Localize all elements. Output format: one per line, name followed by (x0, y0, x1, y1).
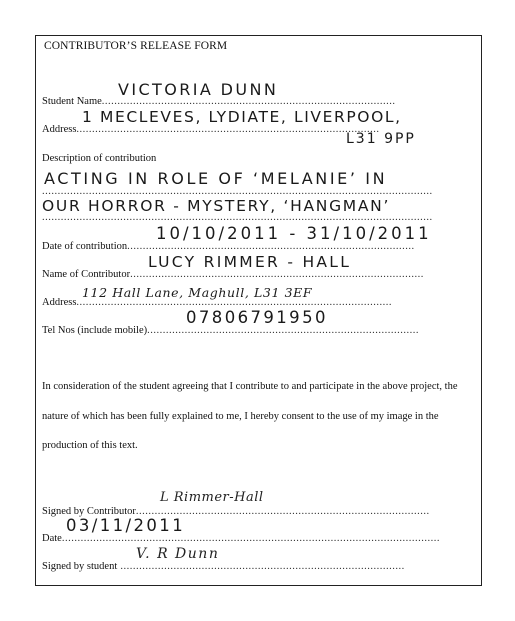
address-label: Address (42, 124, 77, 135)
signed-by-student-row (42, 561, 405, 572)
contributor-signature: L Rimmer-Hall (160, 490, 264, 505)
description-label: Description of contribution (42, 153, 157, 164)
release-form (35, 35, 482, 586)
dot-leader: ............................................................................................................................. (42, 212, 433, 223)
name-of-contributor-label: Name of Contributor (42, 269, 131, 280)
contributor-address-value: 112 Hall Lane, Maghull, L31 3EF (82, 285, 313, 300)
description-value-line1: ACTING IN ROLE OF ‘MELANIE’ IN (44, 169, 388, 188)
address-value-line2: L31 9PP (346, 131, 416, 147)
consent-paragraph: In consideration of the student agreeing that I contribute to and participate in the above project, the nature of which has been fully explained to me, I hereby consent to the use of my image in the production of this text. (42, 381, 458, 451)
dot-leader: .............................................................................................. (135, 506, 430, 517)
date-of-contribution-value: 10/10/2011 - 31/10/2011 (156, 224, 432, 243)
contributor-address-label: Address (42, 297, 77, 308)
date-of-contribution-label: Date of contribution (42, 241, 128, 252)
dot-leader: ............................................................................................ (127, 241, 415, 252)
address-value-line1: 1 MECLEVES, LYDIATE, LIVERPOOL, (82, 108, 402, 126)
dot-leader: ........................................................................................... (117, 561, 405, 572)
date-label: Date (42, 533, 62, 544)
dot-leader: ....................................................................................... (147, 325, 419, 336)
form-title: CONTRIBUTOR’S RELEASE FORM (44, 40, 228, 52)
tel-nos-value: 07806791950 (186, 308, 328, 327)
dot-leader: ................................................................................................. (76, 124, 380, 135)
dot-leader: ............................................................................................................................. (42, 186, 433, 197)
signed-by-student-label: Signed by student (42, 561, 118, 572)
dot-leader: ......................................................................................................................... (61, 533, 440, 544)
name-of-contributor-value: LUCY RIMMER - HALL (148, 253, 352, 271)
date-value: 03/11/2011 (66, 516, 186, 535)
student-signature: V. R Dunn (136, 546, 220, 562)
tel-nos-label: Tel Nos (include mobile) (42, 325, 148, 336)
dot-leader: .............................................................................................. (101, 96, 396, 107)
dot-leader: .............................................................................................. (130, 269, 424, 280)
description-value-line2: OUR HORROR - MYSTERY, ‘HANGMAN’ (42, 197, 391, 215)
description-label-row (42, 153, 156, 164)
signed-by-contributor-label: Signed by Contributor (42, 506, 136, 517)
student-name-value: VICTORIA DUNN (118, 80, 279, 99)
student-name-label: Student Name (42, 96, 102, 107)
dot-leader: ..................................................................................................... (76, 297, 393, 308)
